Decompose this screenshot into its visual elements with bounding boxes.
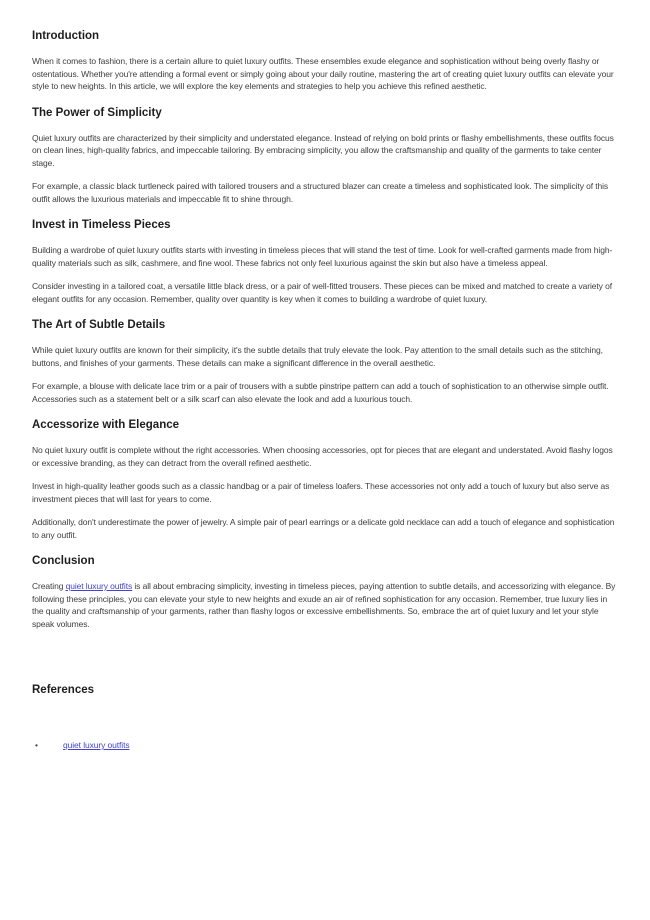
reference-link-quiet-luxury-outfits[interactable]: quiet luxury outfits bbox=[63, 740, 130, 750]
paragraph: No quiet luxury outfit is complete without the right accessories. When choosing accessories, opt for pieces that are elegant and understated. Avoid flashy logos or excessive branding, as they can detract from the overall refined aesthetic. bbox=[32, 445, 613, 468]
paragraph: While quiet luxury outfits are known for their simplicity, it's the subtle details that truly elevate the look. Pay attention to the small details such as the stitching, buttons, and finishes of your garments. These details can make a significant difference in the overall aesthetic. bbox=[32, 345, 603, 368]
paragraph: Invest in high-quality leather goods such as a classic handbag or a pair of timeless loafers. These accessories not only add a touch of luxury but also serve as investment pieces that will last for years to come. bbox=[32, 481, 610, 504]
reference-list-item bbox=[32, 739, 618, 752]
paragraph: When it comes to fashion, there is a certain allure to quiet luxury outfits. These ensembles exude elegance and sophistication without being overly flashy or ostentatious. Whether you're attending a formal event or simply going about your daily routine, mastering the art of creating quiet luxury outfits can elevate your style to new heights. In this article, we will explore the key elements and strategies to help you achieve this refined aesthetic. bbox=[32, 56, 614, 91]
section-heading-accessorize: Accessorize with Elegance bbox=[32, 419, 180, 431]
section-heading-references: References bbox=[32, 684, 95, 696]
section-heading-power-of-simplicity: The Power of Simplicity bbox=[32, 106, 162, 119]
quiet-luxury-outfits-link[interactable]: quiet luxury outfits bbox=[65, 581, 133, 591]
conclusion-text-after-link: is all about embracing simplicity, investing in timeless pieces, paying attention to subtle details, and accessorizing with elegance. By following these principles, you can elevate your style to new heights and exude an air of refined sophistication for any occasion. Remember, true luxury lies in the quality and craftsmanship of your garments, rather than flashy logos or excessive embellishments. So, embrace the art of quiet luxury and let your style speak volumes. bbox=[32, 581, 616, 629]
paragraph: Consider investing in a tailored coat, a versatile little black dress, or a pair of well-fitted trousers. These pieces can be mixed and matched to create a variety of elegant outfits for any occasion. Remember, quality over quantity is key when it comes to building a wardrobe of quiet luxury. bbox=[32, 281, 612, 304]
reference-list bbox=[32, 739, 618, 752]
section-subtle-details bbox=[32, 319, 618, 405]
conclusion-paragraph bbox=[32, 580, 618, 630]
conclusion-text-before-link: Creating bbox=[32, 581, 66, 591]
section-references bbox=[32, 684, 618, 752]
section-heading-subtle-details: The Art of Subtle Details bbox=[32, 319, 166, 331]
paragraph: Building a wardrobe of quiet luxury outfits starts with investing in timeless pieces that will stand the test of time. Look for well-crafted garments made from high-quality materials such as silk, cashmere, and fine wool. These fabrics not only feel luxurious against the skin but also have a timeless appeal. bbox=[32, 245, 613, 268]
section-heading-timeless-pieces: Invest in Timeless Pieces bbox=[32, 219, 171, 231]
section-introduction bbox=[32, 30, 618, 93]
paragraph: For example, a blouse with delicate lace trim or a pair of trousers with a subtle pinstripe pattern can add a touch of sophistication to an otherwise simple outfit. Accessories such as a statement belt or a silk scarf can also elevate the look and add a luxurious touch. bbox=[32, 381, 609, 404]
paragraph: Quiet luxury outfits are characterized by their simplicity and understated elegance. Instead of relying on bold prints or flashy embellishments, these outfits focus on clean lines, high-quality fabrics, and impeccable tailoring. By embracing simplicity, you allow the craftsmanship and quality of the garments to take center stage. bbox=[32, 132, 614, 168]
section-accessorize bbox=[32, 419, 618, 541]
section-conclusion bbox=[32, 555, 618, 630]
section-heading-introduction: Introduction bbox=[32, 30, 100, 42]
section-power-of-simplicity bbox=[32, 107, 618, 206]
paragraph: For example, a classic black turtleneck paired with tailored trousers and a structured blazer can create a timeless and sophisticated look. The simplicity of this outfit allows the luxurious materials and impeccable fit to shine through. bbox=[32, 181, 609, 204]
section-timeless-pieces bbox=[32, 219, 618, 305]
section-heading-conclusion: Conclusion bbox=[32, 555, 95, 567]
paragraph: Additionally, don't underestimate the power of jewelry. A simple pair of pearl earrings or a delicate gold necklace can add a touch of elegance and sophistication to any outfit. bbox=[32, 517, 615, 540]
bullet-marker-icon: • bbox=[35, 740, 38, 750]
